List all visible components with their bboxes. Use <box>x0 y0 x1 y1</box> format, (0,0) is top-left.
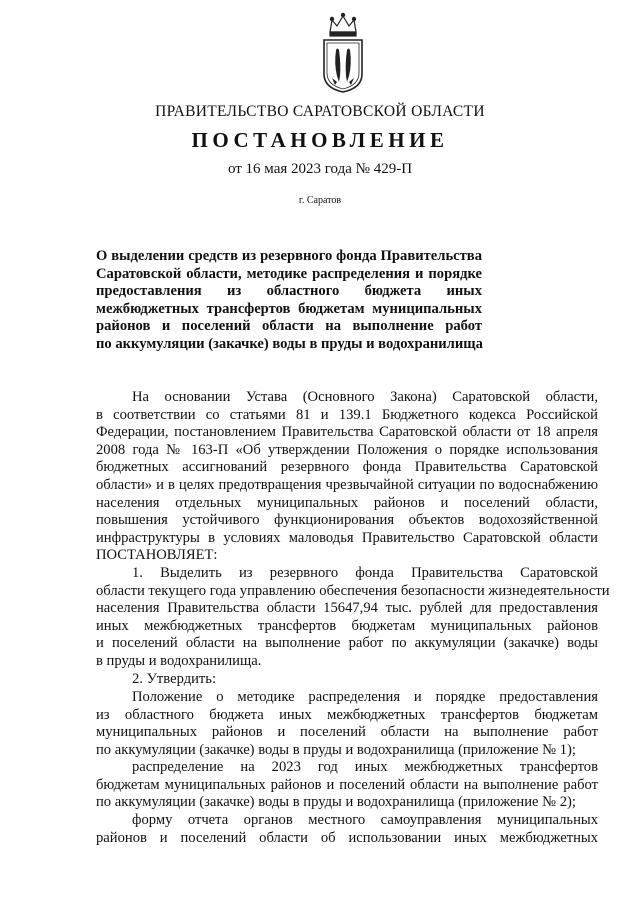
subject-line: межбюджетных трансфертов бюджетам муниципальных <box>96 300 482 317</box>
subject-line: О выделении средств из резервного фонда Правительства <box>96 248 482 264</box>
body-line: 1. Выделить из резервного фонда Правительства Саратовской <box>132 565 598 581</box>
body-line: инфраструктуры в условиях маловодья Правительство Саратовской области <box>96 529 598 546</box>
body-line: повышения устойчивого функционирования объектов водохозяйственной <box>96 512 598 529</box>
body-line: На основании Устава (Основного Закона) Саратовской области, <box>132 389 598 405</box>
body-line: районов и поселений области об использовании иных межбюджетных <box>96 829 598 846</box>
subject-line: Саратовской области, методике распределения и порядке <box>96 265 482 282</box>
body-line: ПОСТАНОВЛЯЕТ: <box>96 547 218 564</box>
subject-line: предоставления из областного бюджета иных <box>96 283 482 299</box>
body-line: населения отдельных муниципальных районов и поселений области, <box>96 494 598 511</box>
date-and-number: от 16 мая 2023 года № 429-П <box>227 161 413 177</box>
body-line: иных межбюджетных трансфертов бюджетам муниципальных районов <box>96 617 598 634</box>
subject-line: районов и поселений области на выполнение работ <box>96 318 482 334</box>
body-line: по аккумуляции (закачке) воды в пруды и водохранилища (приложение № 1); <box>96 741 576 758</box>
city: г. Саратов <box>298 195 342 206</box>
body-line: в соответствии со статьями 81 и 139.1 Бюджетного кодекса Российской <box>96 406 598 423</box>
body-line: области текущего года управлению обеспечения безопасности жизнедеятельности <box>96 582 610 599</box>
body-line: форму отчета органов местного самоуправления муниципальных <box>132 812 598 828</box>
body-line: населения Правительства области 15647,94 тыс. рублей для предоставления <box>96 600 598 617</box>
item-2a-paragraph <box>96 689 598 759</box>
body-line: распределение на 2023 год иных межбюджетных трансфертов <box>132 759 598 775</box>
body-line: Положение о методике распределения и порядке предоставления <box>132 689 598 705</box>
body-line: бюджетных ассигнований резервного фонда Правительства Саратовской <box>96 459 598 476</box>
preamble-paragraph <box>96 389 598 565</box>
body-line: бюджетам муниципальных районов и поселений области на выполнение работ <box>96 776 598 793</box>
item-2b-paragraph <box>96 759 598 812</box>
body-line: по аккумуляции (закачке) воды в пруды и водохранилища (приложение № 2); <box>96 794 576 811</box>
item-2c-paragraph <box>96 812 598 847</box>
subject-line: по аккумуляции (закачке) воды в пруды и водохранилища <box>96 335 483 352</box>
body-line: в пруды и водохранилища. <box>96 652 262 669</box>
government-name: ПРАВИТЕЛЬСТВО САРАТОВСКОЙ ОБЛАСТИ <box>155 103 485 120</box>
body-line: 2. Утвердить: <box>132 671 217 687</box>
document-type: ПОСТАНОВЛЕНИЕ <box>191 128 449 152</box>
body-line: и поселений области на выполнение работ по аккумуляции (закачке) воды <box>96 635 598 652</box>
body-line: области» и в целях предотвращения чрезвычайной ситуации по водоснабжению <box>96 476 598 493</box>
coat-of-arms-icon <box>318 12 368 94</box>
item-1-paragraph <box>96 565 610 671</box>
document-subject <box>96 248 482 353</box>
body-line: муниципальных районов и поселений области на выполнение работ <box>96 724 598 741</box>
body-line: Федерации, постановлением Правительства Саратовской области от 18 апреля <box>96 424 598 441</box>
body-line: 2008 года № 163-П «Об утверждении Положения о порядке использования <box>96 441 598 458</box>
item-2-label <box>96 671 598 689</box>
body-line: из областного бюджета иных межбюджетных трансфертов бюджетам <box>96 706 598 723</box>
